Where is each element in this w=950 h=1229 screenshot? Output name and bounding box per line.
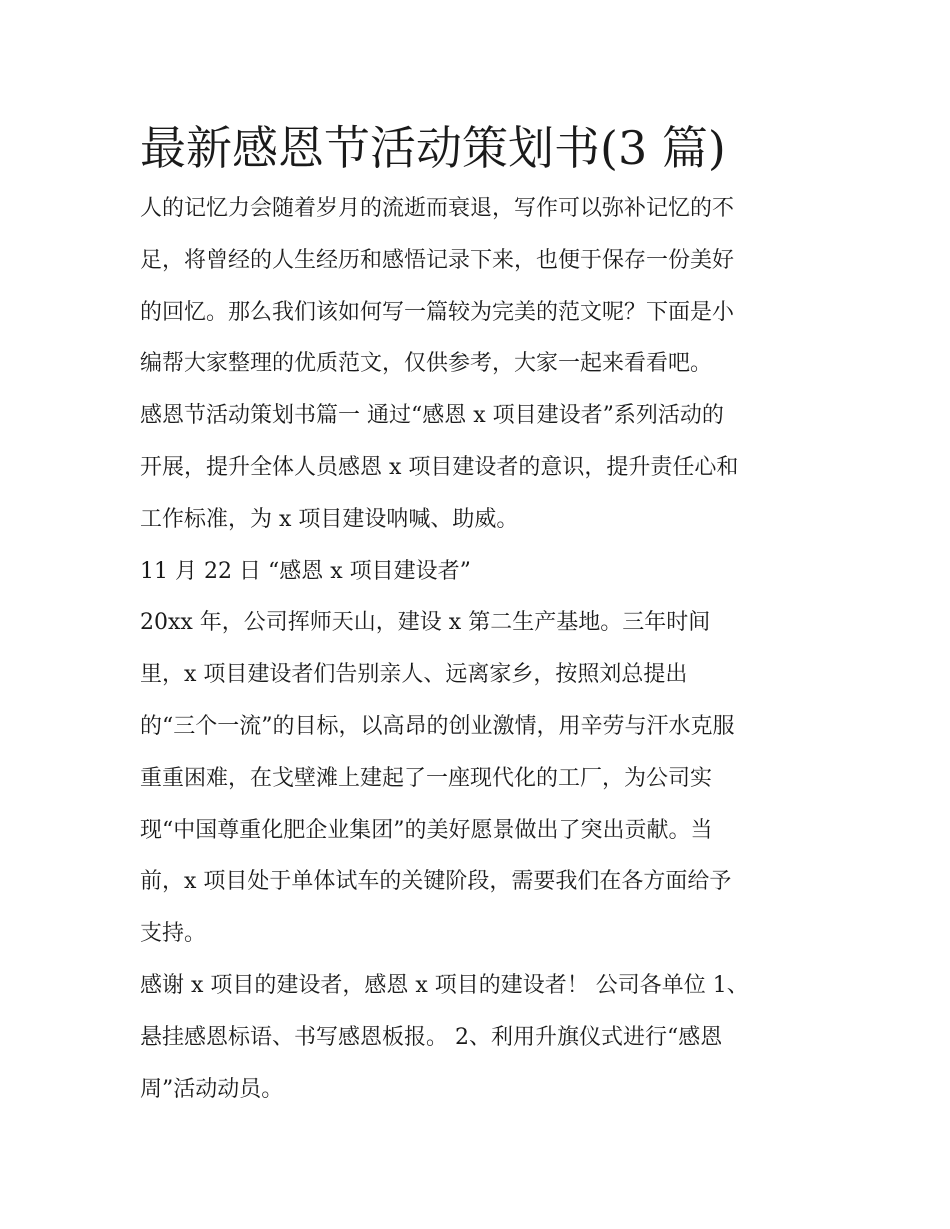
text-line: 感谢 x 项目的建设者，感恩 x 项目的建设者！ 公司各单位 1、 (140, 972, 749, 998)
document-content (140, 112, 820, 1128)
text-line: 的“三个一流”的目标，以高昂的创业激情，用辛劳与汗水克服 (140, 713, 735, 739)
text-line: 里，x 项目建设者们告别亲人、远离家乡，按照刘总提出 (140, 662, 688, 688)
text-line: 编帮大家整理的优质范文，仅供参考，大家一起来看看吧。 (140, 351, 713, 377)
text-line: 现“中国尊重化肥企业集团”的美好愿景做出了突出贡献。当 (140, 817, 713, 843)
text-line: 感恩节活动策划书篇一 通过“感恩 x 项目建设者”系列活动的 (140, 403, 724, 429)
text-line: 前，x 项目处于单体试车的关键阶段，需要我们在各方面给予 (140, 869, 732, 895)
text-line: 重重困难，在戈壁滩上建起了一座现代化的工厂，为公司实 (140, 765, 713, 791)
document-body (140, 196, 820, 1102)
text-line: 的回忆。那么我们该如何写一篇较为完美的范文呢？下面是小 (140, 299, 735, 325)
text-line: 周”活动动员。 (140, 1076, 284, 1102)
document-title: 最新感恩节活动策划书(3 篇) (140, 121, 726, 175)
text-line: 20xx 年，公司挥师天山，建设 x 第二生产基地。三年时间 (140, 610, 711, 636)
text-line: 工作标准，为 x 项目建设呐喊、助威。 (140, 506, 519, 532)
text-line: 开展，提升全体人员感恩 x 项目建设者的意识，提升责任心和 (140, 454, 739, 480)
text-line: 11 月 22 日 “感恩 x 项目建设者” (140, 558, 471, 584)
text-line: 悬挂感恩标语、书写感恩板报。 2、利用升旗仪式进行“感恩 (140, 1024, 723, 1050)
text-line: 人的记忆力会随着岁月的流逝而衰退，写作可以弥补记忆的不 (140, 196, 735, 221)
text-line: 足，将曾经的人生经历和感悟记录下来，也便于保存一份美好 (140, 247, 735, 273)
text-line: 支持。 (140, 921, 207, 947)
